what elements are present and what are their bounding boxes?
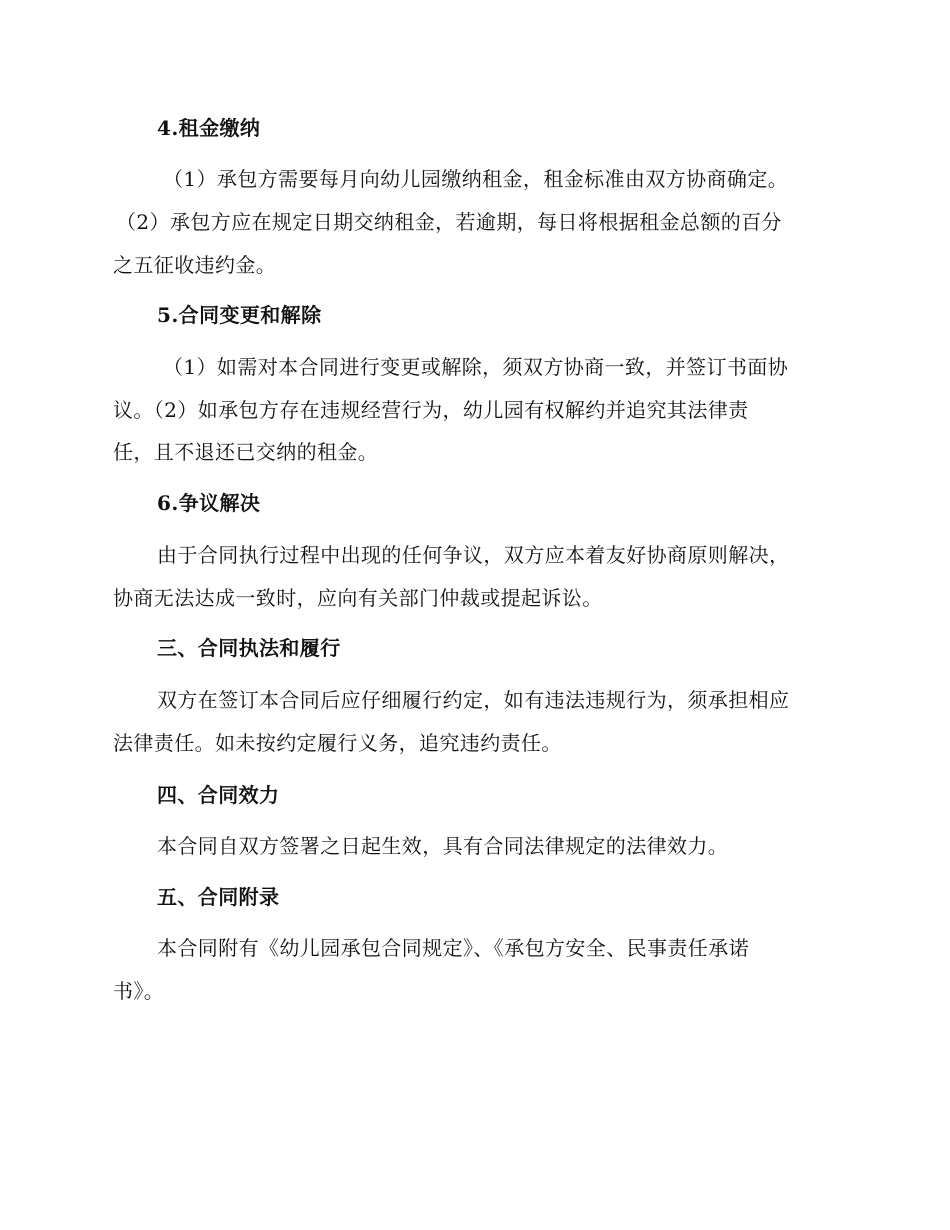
paragraph-line: 议。（2）如承包方存在违规经营行为，幼儿园有权解约并追究其法律责 <box>113 398 749 422</box>
paragraph-line: 协商无法达成一致时，应向有关部门仲裁或提起诉讼。 <box>113 586 603 610</box>
paragraph-line: 书》。 <box>113 979 165 1003</box>
paragraph-line: 本合同自双方签署之日起生效，具有合同法律规定的法律效力。 <box>157 834 729 858</box>
paragraph-line: 由于合同执行过程中出现的任何争议，双方应本着友好协商原则解决， <box>157 543 790 567</box>
section-heading-change-termination: 5.合同变更和解除 <box>157 303 322 327</box>
paragraph-line: 法律责任。如未按约定履行义务，追究违约责任。 <box>113 731 562 755</box>
section-heading-validity: 四、合同效力 <box>157 783 280 807</box>
paragraph-line: （2）承包方应在规定日期交纳租金，若逾期，每日将根据租金总额的百分 <box>116 210 782 234</box>
paragraph-line: （1）承包方需要每月向幼儿园缴纳租金，租金标准由双方协商确定。 <box>163 167 789 191</box>
paragraph-line: 本合同附有《幼儿园承包合同规定》、《承包方安全、民事责任承诺 <box>157 936 749 960</box>
section-heading-dispute: 6.争议解决 <box>157 491 261 515</box>
section-heading-appendix: 五、合同附录 <box>157 885 280 909</box>
section-heading-enforcement: 三、合同执法和履行 <box>157 636 341 660</box>
section-heading-rent-payment: 4.租金缴纳 <box>157 116 261 140</box>
paragraph-line: 之五征收违约金。 <box>113 253 277 277</box>
paragraph-line: （1）如需对本合同进行变更或解除，须双方协商一致，并签订书面协 <box>163 355 789 379</box>
paragraph-line: 双方在签订本合同后应仔细履行约定，如有违法违规行为，须承担相应 <box>157 688 790 712</box>
paragraph-line: 任，且不退还已交纳的租金。 <box>113 440 379 464</box>
